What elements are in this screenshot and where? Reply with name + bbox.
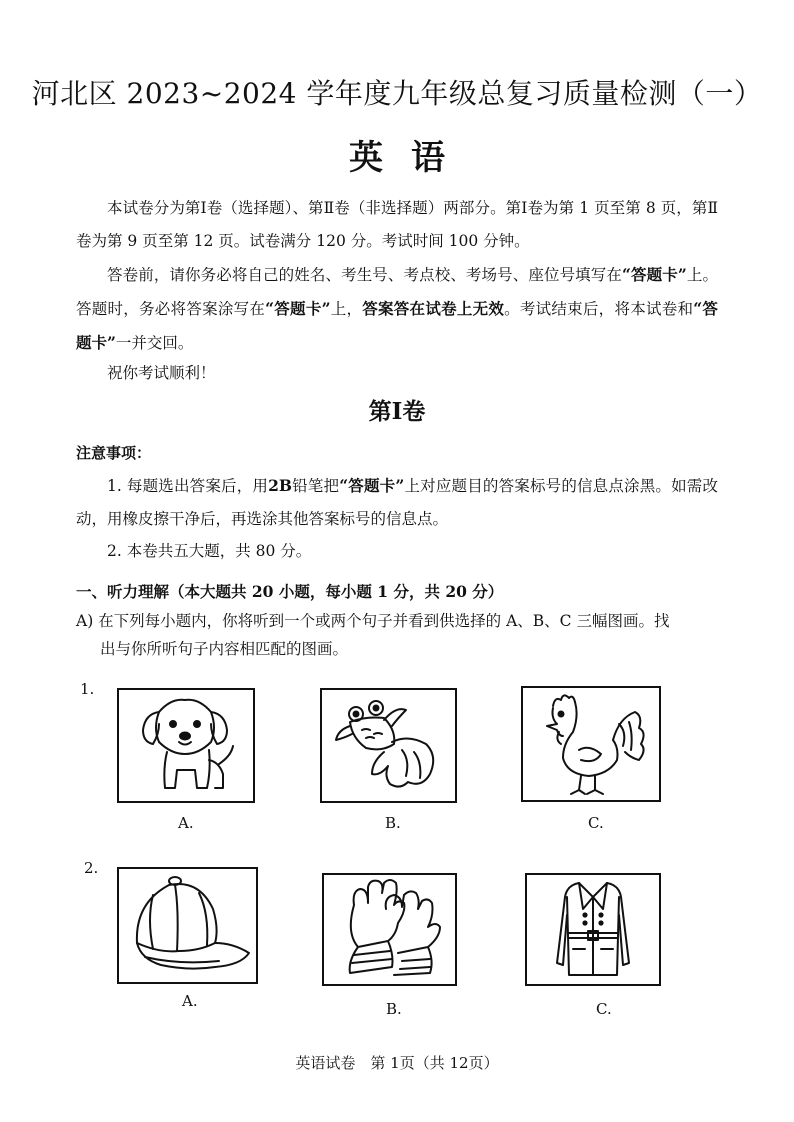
cap-icon	[119, 869, 256, 982]
option-2a-picture[interactable]	[117, 867, 258, 984]
note-1-text: 铅笔把	[291, 477, 340, 495]
option-1a-label[interactable]: A.	[178, 814, 194, 832]
intro-p2-text: 。考试结束后，将本试卷和	[504, 300, 694, 318]
subject-title: 英语	[349, 138, 473, 178]
section-1-title: 一、听力理解（本大题共 20 小题，每小题 1 分，共 20 分）	[76, 582, 504, 601]
exam-title: 河北区 2023~2024 学年度九年级总复习质量检测（一）	[31, 77, 763, 110]
volume-title: 第Ⅰ卷	[368, 398, 426, 425]
section-1-instruction-a: A) 在下列每小题内，你将听到一个或两个句子并看到供选择的 A、B、C 三幅图画。找	[76, 612, 670, 630]
notes-title: 注意事项：	[76, 444, 152, 462]
note-1-text: 1. 每题选出答案后，用	[107, 477, 269, 495]
invalid-answer-warning: 答案答在试卷上无效	[362, 299, 505, 318]
intro-p2-text: 上。答题时，务必将答案涂写在	[76, 266, 718, 318]
option-2a-label[interactable]: A.	[182, 992, 198, 1010]
answer-card-term: “答题卡”	[622, 265, 687, 284]
good-luck-text: 祝你考试顺利！	[107, 364, 216, 382]
note-1	[76, 469, 718, 536]
option-2c-label[interactable]: C.	[596, 1000, 612, 1018]
dog-icon	[119, 690, 253, 801]
goldfish-icon	[322, 690, 455, 801]
option-2c-picture[interactable]	[525, 873, 661, 986]
option-2b-picture[interactable]	[322, 873, 457, 986]
page-footer: 英语试卷 第 1页（共 12页）	[295, 1054, 499, 1072]
answer-card-term: “答题卡”	[265, 299, 331, 318]
option-2b-label[interactable]: B.	[386, 1000, 402, 1018]
question-number-2: 2.	[84, 859, 99, 877]
rooster-icon	[523, 688, 659, 800]
intro-p2-text: 答卷前，请你务必将自己的姓名、考生号、考点校、考场号、座位号填写在	[107, 266, 622, 284]
note-2: 2. 本卷共五大题，共 80 分。	[107, 542, 312, 560]
answer-card-term: “答题卡”	[339, 476, 405, 495]
intro-paragraph-2	[76, 258, 718, 360]
answer-card-term: “答题卡”	[76, 299, 718, 352]
option-1b-label[interactable]: B.	[385, 814, 401, 832]
note-1-text: 上对应题目的答案标号的信息点涂黑。如需改动，用橡皮擦干净后，再选涂其他答案标号的信息点。	[76, 477, 718, 528]
option-1c-label[interactable]: C.	[588, 814, 604, 832]
section-1-instruction-b: 出与你所听句子内容相匹配的图画。	[100, 640, 349, 658]
intro-p2-text: 一并交回。	[115, 334, 194, 352]
option-1c-picture[interactable]	[521, 686, 661, 802]
intro-p2-text: 上，	[330, 300, 363, 318]
intro-paragraph-1: 本试卷分为第Ⅰ卷（选择题）、第Ⅱ卷（非选择题）两部分。第Ⅰ卷为第 1 页至第 8 页，第Ⅱ卷为第 9 页至第 12 页。试卷满分 120 分。考试时间 100 分钟。	[76, 199, 718, 250]
coat-icon	[527, 875, 659, 984]
pencil-grade: 2B	[268, 476, 292, 495]
option-1b-picture[interactable]	[320, 688, 457, 803]
option-1a-picture[interactable]	[117, 688, 255, 803]
question-number-1: 1.	[80, 680, 95, 698]
gloves-icon	[324, 875, 455, 984]
